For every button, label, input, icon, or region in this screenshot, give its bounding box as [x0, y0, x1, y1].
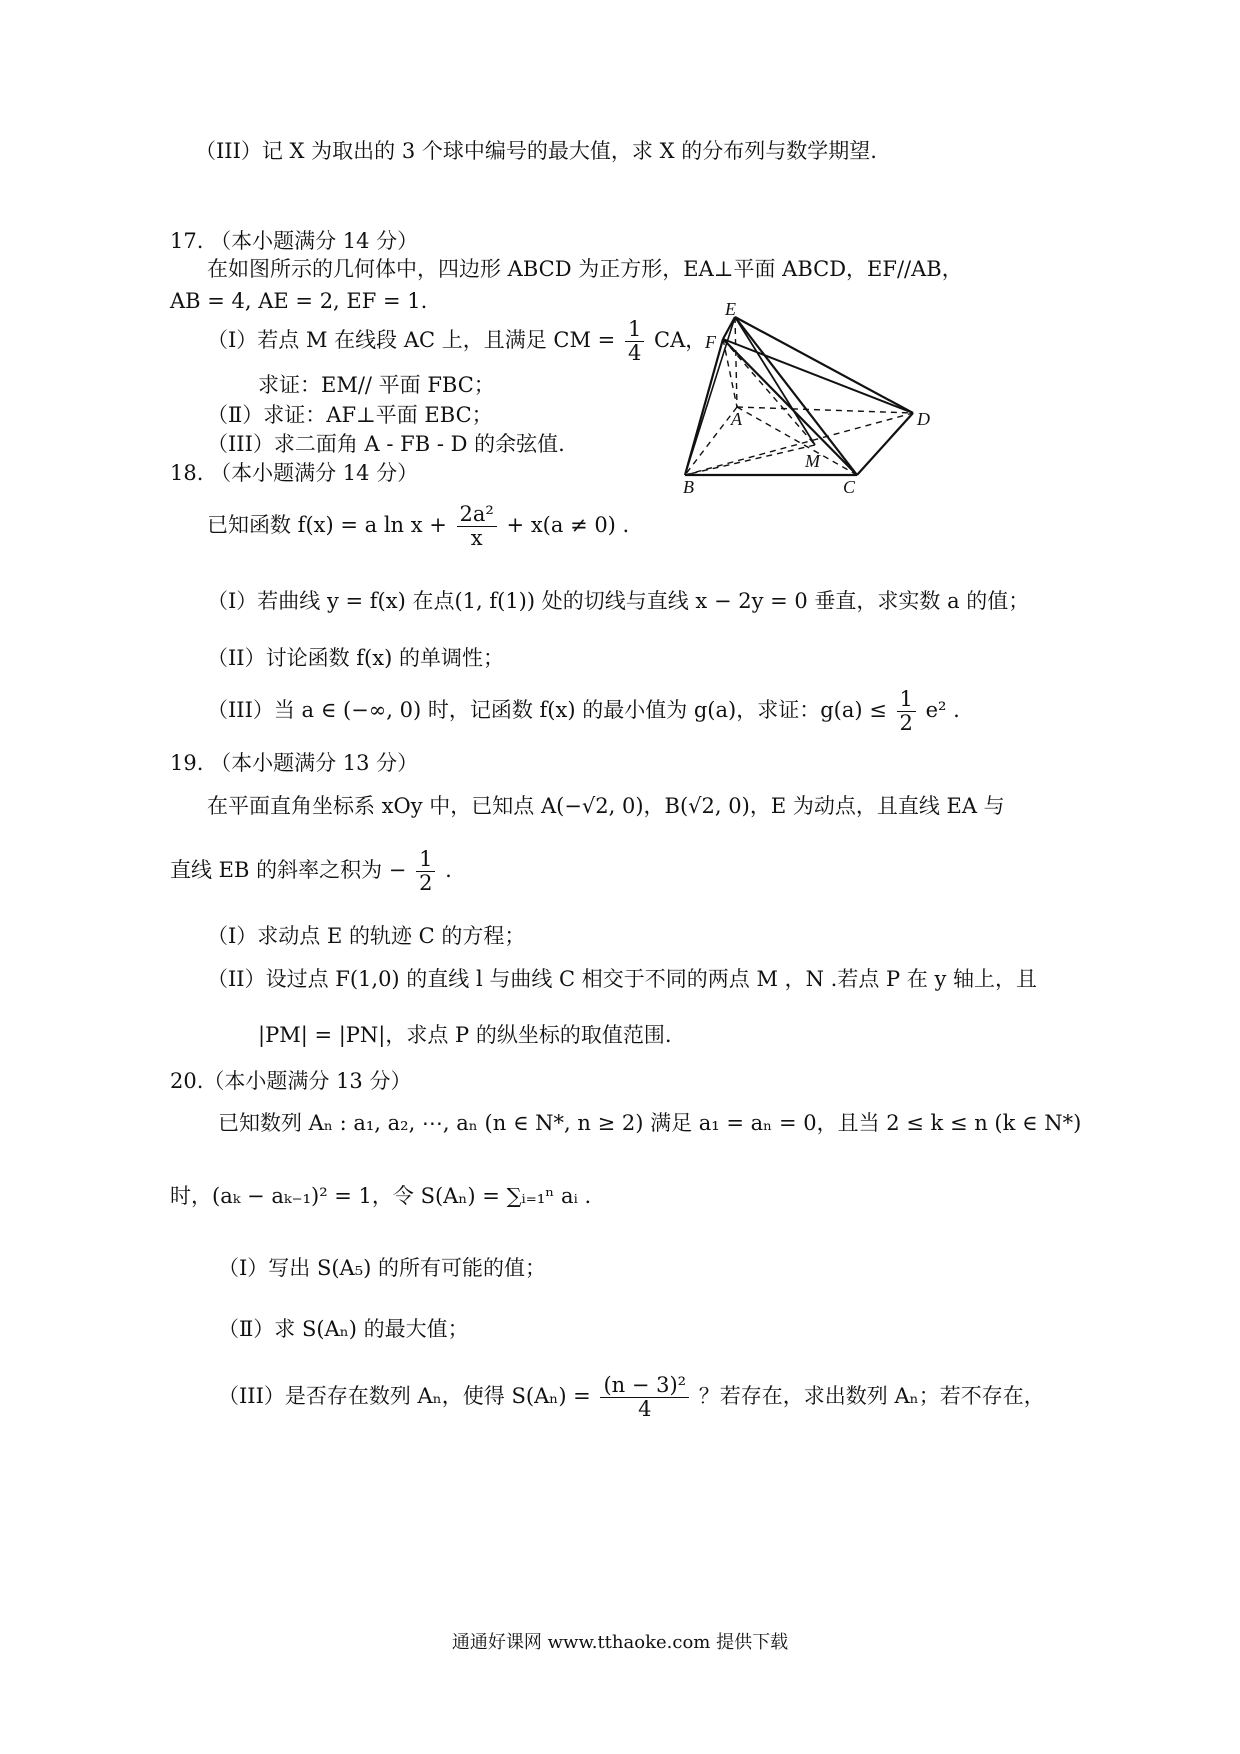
label-C: C	[843, 477, 856, 497]
label-F: F	[705, 332, 716, 352]
q18-header: 18. （本小题满分 14 分）	[170, 461, 419, 485]
label-E: E	[725, 299, 736, 319]
edge-EM	[735, 317, 815, 445]
fraction-2a2-over-x	[457, 503, 497, 550]
label-B: B	[683, 477, 694, 497]
fraction-n-minus-3-squared-over-4	[600, 1374, 689, 1421]
fraction-numerator: 1	[416, 848, 435, 872]
fraction-denominator: 4	[627, 341, 642, 366]
q19-part2-line1: （II）设过点 F(1,0) 的直线 l 与曲线 C 相交于不同的两点 M ，N .若点 P 在 y 轴上，且	[207, 967, 1038, 991]
q18-part2: （II）讨论函数 f(x) 的单调性；	[207, 646, 504, 670]
hidden-edge-AD	[737, 407, 913, 413]
q19-intro-line1: 在平面直角坐标系 xOy 中，已知点 A(−√2, 0)，B(√2, 0)，E 为动点，且直线 EA 与	[207, 794, 1005, 818]
hidden-edge-MB	[685, 445, 815, 475]
q18-function-text-end: + x(a ≠ 0) .	[506, 513, 630, 538]
q19-intro-text-end: .	[445, 858, 452, 883]
q19-part2-line2: |PM| = |PN|，求点 P 的纵坐标的取值范围.	[258, 1023, 672, 1047]
page-footer: 通通好课网 www.tthaoke.com 提供下载	[451, 1632, 789, 1653]
label-M: M	[805, 451, 820, 471]
fraction-one-half	[897, 688, 916, 735]
q18-function	[207, 503, 629, 550]
q18-function-text: 已知函数 f(x) = a ln x +	[207, 513, 447, 538]
fraction-numerator: 1	[897, 688, 916, 712]
label-D: D	[917, 409, 930, 429]
q17-part1	[207, 318, 706, 365]
q18-part1: （Ⅰ）若曲线 y = f(x) 在点(1, f(1)) 处的切线与直线 x − 2y = 0 垂直，求实数 a 的值；	[207, 589, 1030, 613]
q17-part1-text: （Ⅰ）若点 M 在线段 AC 上，且满足 CM =	[207, 328, 616, 353]
edge-EC	[735, 317, 857, 475]
q18-part3-text: （III）当 a ∈ (−∞, 0) 时，记函数 f(x) 的最小值为 g(a)，求证：g(a) ≤	[207, 698, 887, 723]
edge-FC	[723, 339, 857, 475]
hidden-edge-EA	[735, 317, 737, 407]
edge-FD	[723, 339, 913, 413]
q18-part3	[207, 688, 960, 735]
fraction-denominator: x	[470, 526, 483, 551]
q20-part3-text: （III）是否存在数列 Aₙ，使得 S(Aₙ) =	[218, 1384, 591, 1409]
label-A: A	[731, 409, 742, 429]
q17-part1-prove: 求证：EM// 平面 FBC；	[258, 373, 495, 397]
q19-intro-text: 直线 EB 的斜率之积为 −	[170, 858, 407, 883]
geometry-figure	[665, 295, 950, 505]
q17-intro-line2: AB = 4, AE = 2, EF = 1.	[170, 289, 428, 313]
q20-part1: （Ⅰ）写出 S(A₅) 的所有可能的值；	[218, 1256, 547, 1280]
q16-part3: （III）记 X 为取出的 3 个球中编号的最大值，求 X 的分布列与数学期望.	[195, 139, 877, 163]
q19-part1: （Ⅰ）求动点 E 的轨迹 C 的方程；	[207, 924, 526, 948]
fraction-denominator: 4	[638, 1397, 652, 1422]
q17-part1-text-end: CA，	[654, 328, 707, 353]
fraction-denominator: 2	[419, 871, 433, 896]
q18-part3-text-end: e² .	[925, 698, 960, 723]
q17-part2: （Ⅱ）求证：AF⊥平面 EBC；	[207, 403, 493, 427]
fraction-numerator: 1	[625, 318, 644, 342]
fraction-denominator: 2	[899, 711, 913, 736]
q20-part3-text-end: ？若存在，求出数列 Aₙ；若不存在，	[698, 1384, 1045, 1409]
q17-header: 17. （本小题满分 14 分）	[170, 229, 419, 253]
edge-CD	[857, 413, 913, 475]
fraction-numerator: (n − 3)²	[600, 1374, 689, 1398]
q20-part2: （Ⅱ）求 S(Aₙ) 的最大值；	[218, 1317, 469, 1341]
q20-intro-line2: 时，(aₖ − aₖ₋₁)² = 1，令 S(Aₙ) = ∑ᵢ₌₁ⁿ aᵢ .	[170, 1184, 592, 1208]
fraction-one-quarter	[625, 318, 644, 365]
hidden-edge-FM	[723, 339, 815, 445]
fraction-numerator: 2a²	[457, 503, 497, 527]
fraction-one-half	[416, 848, 435, 895]
q19-header: 19. （本小题满分 13 分）	[170, 751, 419, 775]
q20-part3	[218, 1374, 1045, 1421]
q19-intro-line2	[170, 848, 452, 895]
q20-intro-line1: 已知数列 Aₙ : a₁, a₂, ⋯, aₙ (n ∈ N*, n ≥ 2) 满足 a₁ = aₙ = 0，且当 2 ≤ k ≤ n (k ∈ N*)	[218, 1111, 1082, 1135]
q20-header: 20.（本小题满分 13 分）	[170, 1069, 412, 1093]
q17-part3: （III）求二面角 A - FB - D 的余弦值.	[207, 432, 565, 456]
hidden-edge-BD	[685, 413, 913, 475]
edge-ED	[735, 317, 913, 413]
q17-intro-line1: 在如图所示的几何体中，四边形 ABCD 为正方形，EA⊥平面 ABCD，EF//AB，	[207, 257, 963, 281]
